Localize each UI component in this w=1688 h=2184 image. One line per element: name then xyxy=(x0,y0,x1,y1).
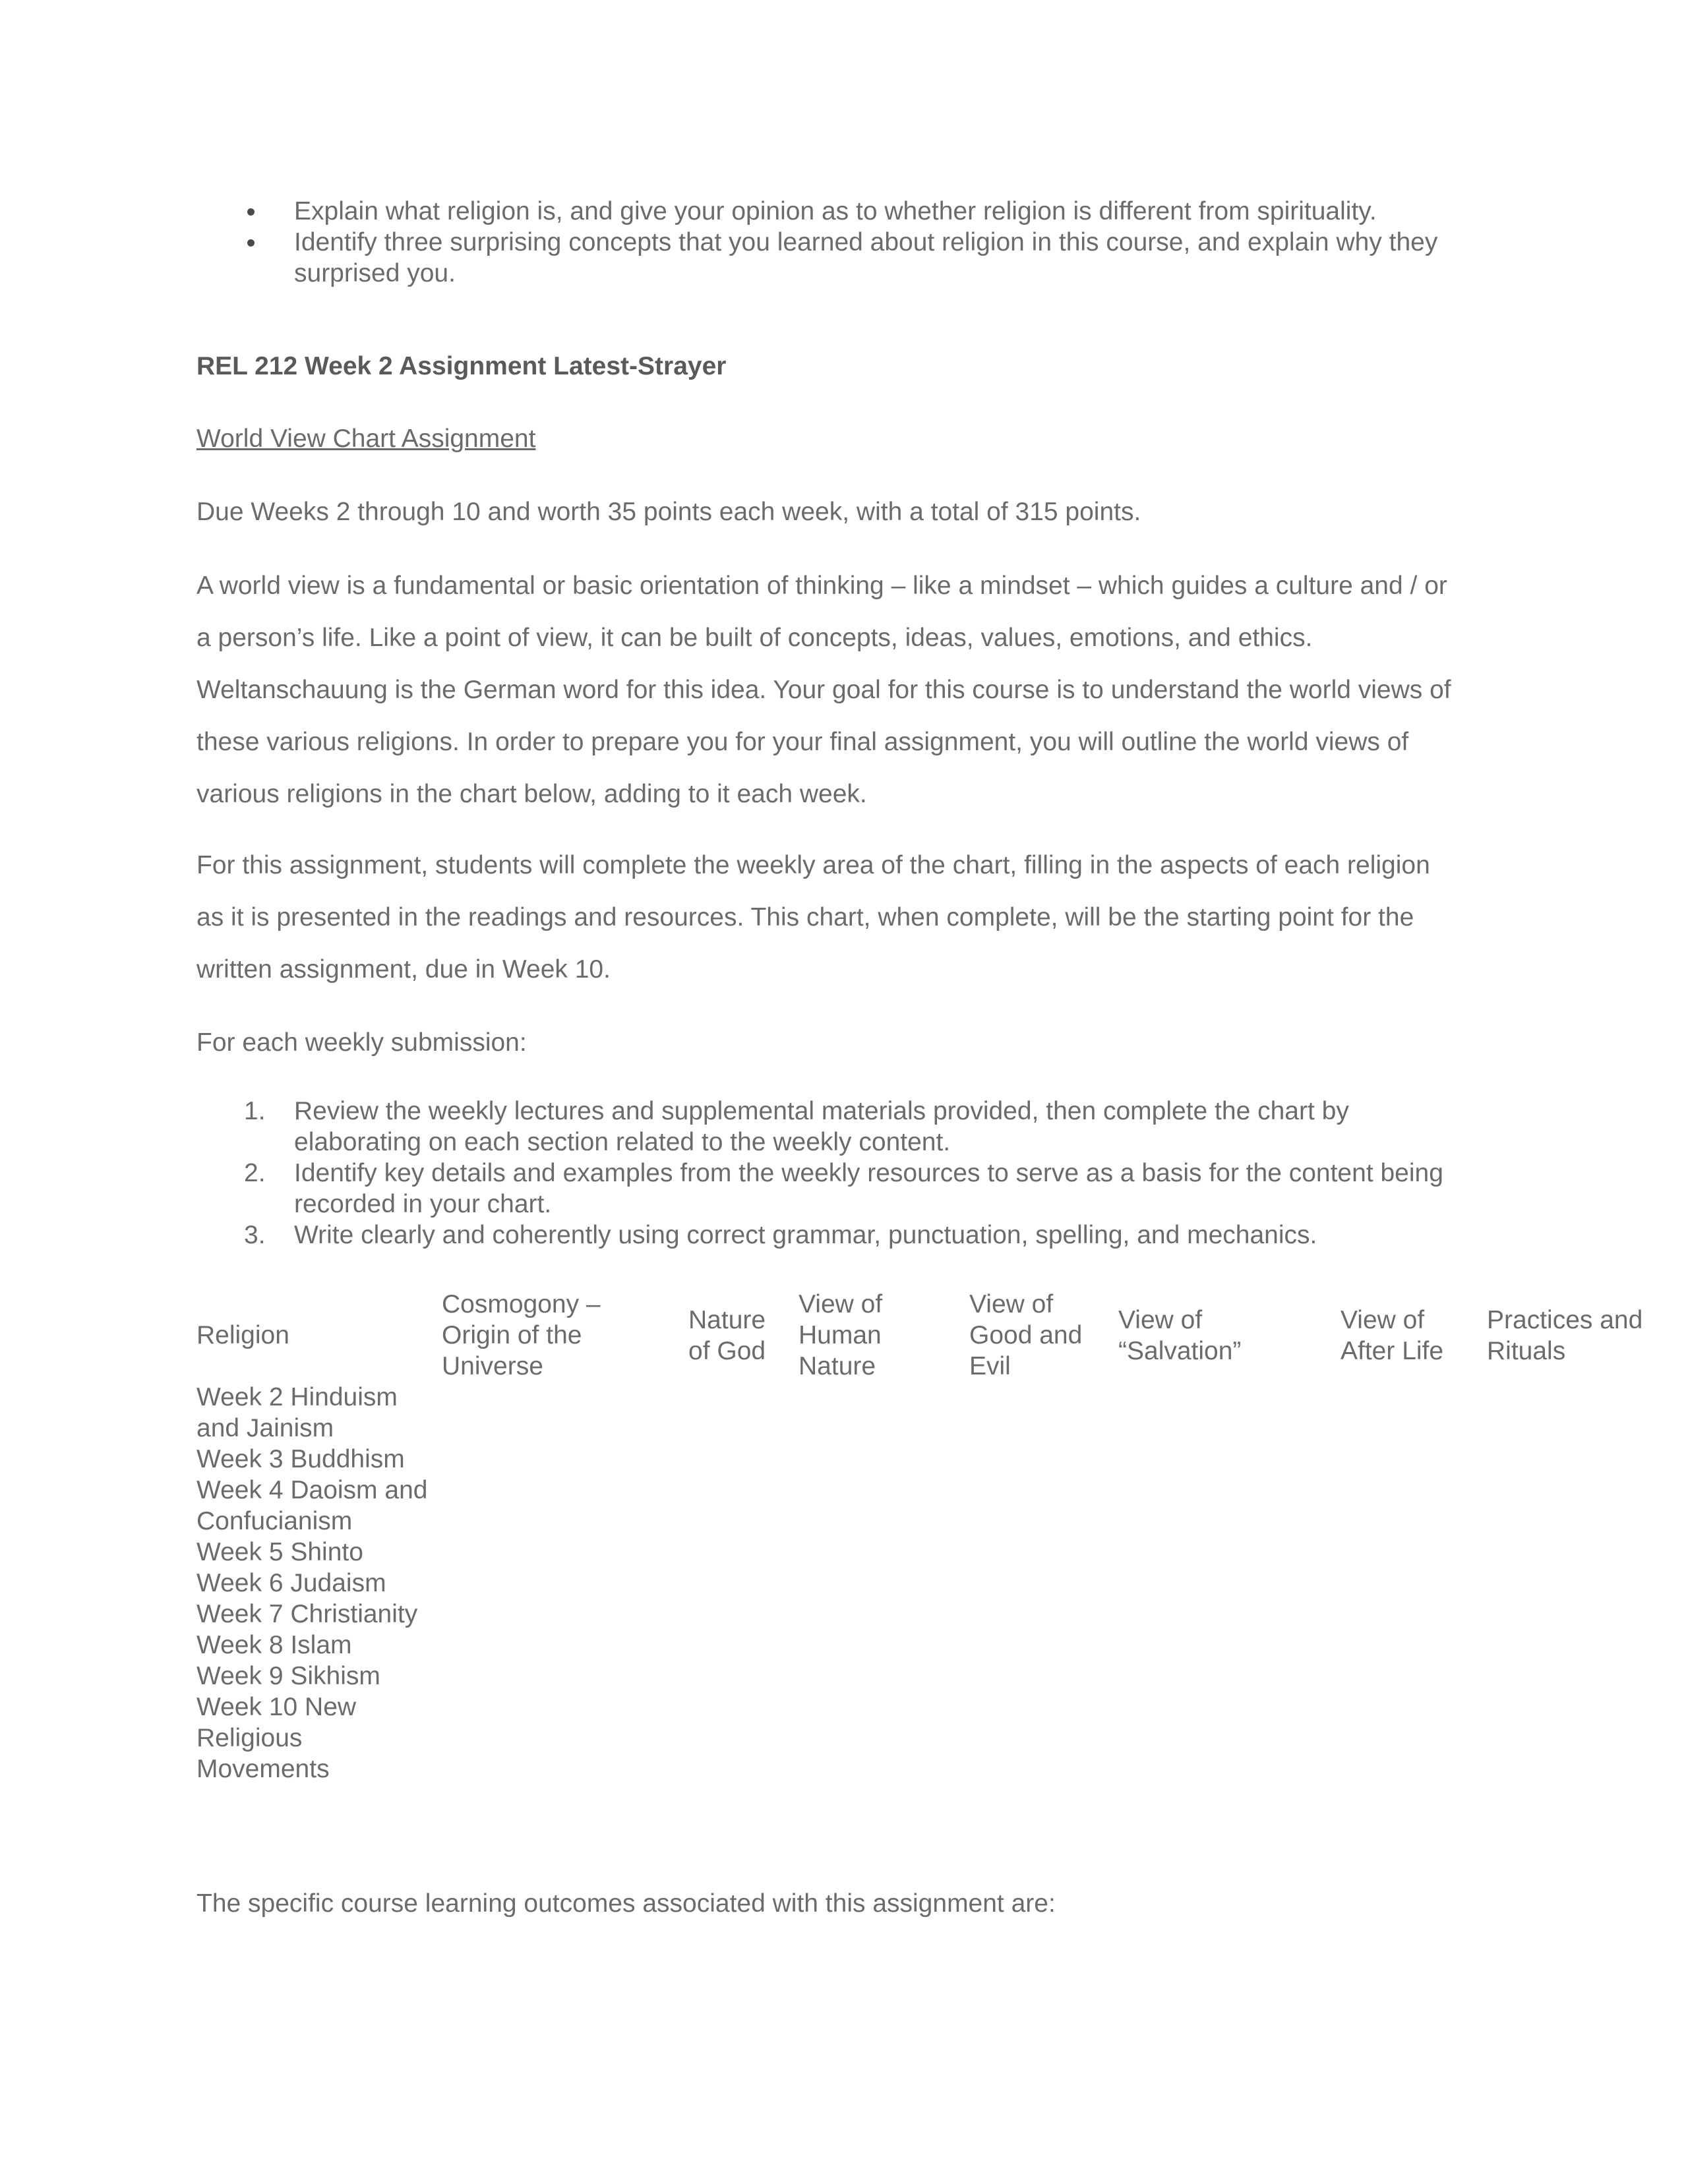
step-text: Review the weekly lectures and supplemental materials provided, then complete the chart by elaborating on each section related to the weekly content. xyxy=(294,1097,1349,1156)
assignment-heading: REL 212 Week 2 Assignment Latest-Strayer xyxy=(196,352,727,380)
bullet-text: Explain what religion is, and give your opinion as to whether religion is different from spirituality. xyxy=(294,197,1377,225)
assignment-subheading: World View Chart Assignment xyxy=(196,425,536,453)
column-header-salvation: View of “Salvation” xyxy=(1118,1306,1242,1365)
table-row: Week 7 Christianity xyxy=(196,1600,418,1628)
bullet-item xyxy=(196,227,1482,289)
submission-intro: For each weekly submission: xyxy=(196,1028,527,1057)
steps-list xyxy=(196,1096,1482,1251)
table-row: Week 5 Shinto xyxy=(196,1538,363,1566)
table-row: Week 2 Hinduism and Jainism xyxy=(196,1383,398,1442)
step-number: 2. xyxy=(244,1159,266,1187)
due-text: Due Weeks 2 through 10 and worth 35 points each week, with a total of 315 points. xyxy=(196,498,1141,526)
table-row: Week 8 Islam xyxy=(196,1631,352,1659)
bullet-text: Identify three surprising concepts that you learned about religion in this course, and explain why they surprised you. xyxy=(294,228,1438,287)
chart-header-row xyxy=(196,1289,1688,1381)
bullet-list xyxy=(196,196,1482,289)
chart-religion-rows xyxy=(196,1382,447,1785)
step-item xyxy=(196,1096,1482,1158)
table-row: Week 10 New Religious Movements xyxy=(196,1693,357,1783)
column-header-good-and-evil: View of Good and Evil xyxy=(969,1290,1083,1380)
column-header-after-life: View of After Life xyxy=(1341,1306,1444,1365)
step-text: Write clearly and coherently using correct grammar, punctuation, spelling, and mechanics. xyxy=(294,1221,1317,1249)
step-item xyxy=(196,1158,1482,1220)
bullet-dot-icon xyxy=(247,208,255,216)
table-row: Week 3 Buddhism xyxy=(196,1445,405,1473)
bullet-item xyxy=(196,196,1482,227)
assignment-paragraph: For this assignment, students will complete the weekly area of the chart, filling in the aspects of each religion as it is presented in the readings and resources. This chart, when complete, will be the starting point for the written assignment, due in Week 10. xyxy=(196,851,1430,984)
table-row: Week 9 Sikhism xyxy=(196,1662,380,1690)
column-header-nature-of-god: Nature of God xyxy=(688,1306,766,1365)
column-header-human-nature: View of Human Nature xyxy=(799,1290,883,1380)
column-header-cosmogony: Cosmogony – Origin of the Universe xyxy=(442,1290,601,1380)
step-number: 1. xyxy=(244,1097,266,1125)
step-text: Identify key details and examples from the weekly resources to serve as a basis for the content being recorded in your chart. xyxy=(294,1159,1443,1218)
world-view-paragraph: A world view is a fundamental or basic orientation of thinking – like a mindset – which guides a culture and / or a person’s life. Like a point of view, it can be built of concepts, ideas, values, emotions, and ethics. Weltanschauung is the German word for this idea. Your goal for this course is to understand the world views of these various religions. In order to prepare you for your final assignment, you will outline the world views of various religions in the chart below, adding to it each week. xyxy=(196,572,1451,808)
bullet-dot-icon xyxy=(247,239,255,247)
table-row: Week 6 Judaism xyxy=(196,1569,386,1597)
step-item xyxy=(196,1220,1482,1251)
table-row: Week 4 Daoism and Confucianism xyxy=(196,1476,428,1535)
column-header-practices: Practices and Rituals xyxy=(1487,1306,1643,1365)
step-number: 3. xyxy=(244,1221,266,1249)
column-header-religion: Religion xyxy=(196,1321,289,1349)
outcomes-intro: The specific course learning outcomes associated with this assignment are: xyxy=(196,1889,1056,1918)
